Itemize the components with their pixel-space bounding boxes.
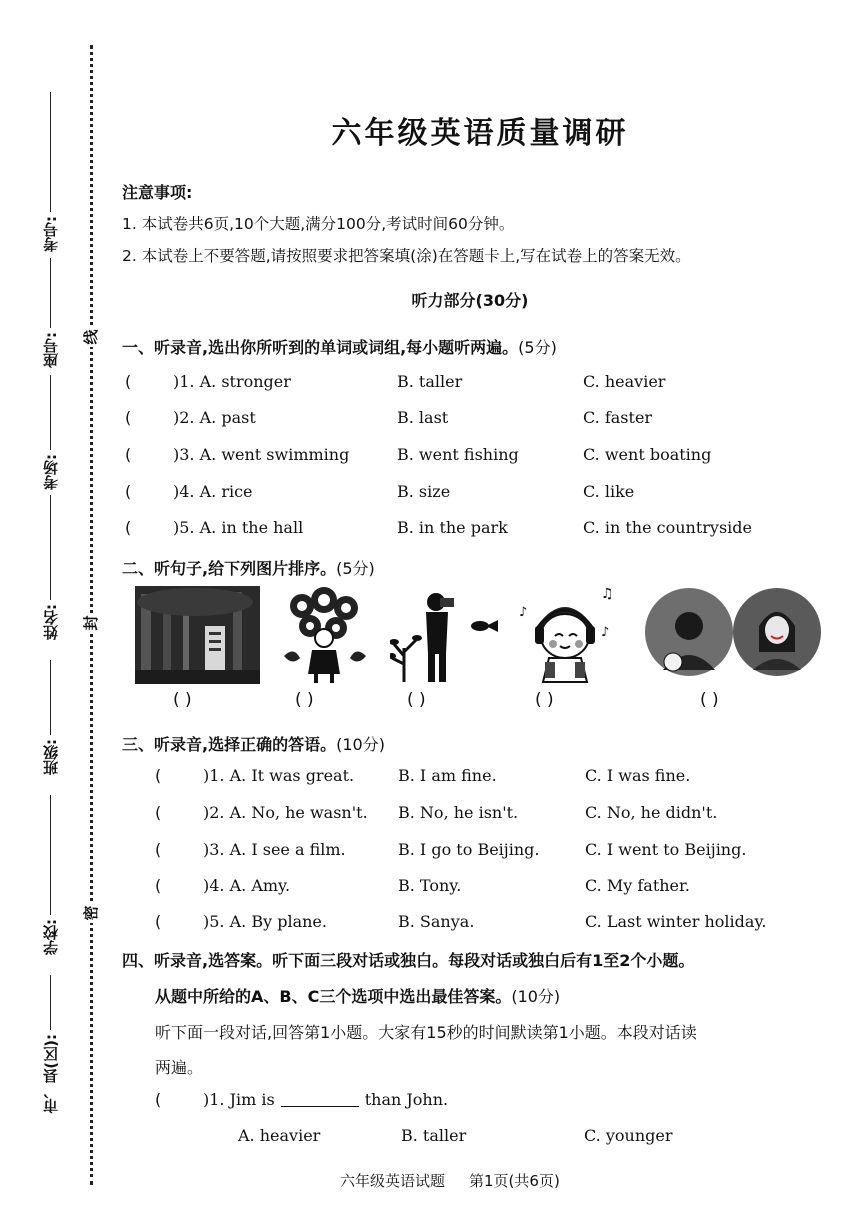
question-row: ( )5. A. By plane. B. Sanya. C. Last winter holiday.	[155, 912, 767, 931]
question-row: ( )4. A. Amy. B. Tony. C. My father.	[155, 876, 690, 895]
picture-row	[135, 586, 825, 716]
field-exam-number: 考号:	[40, 92, 60, 252]
question-row: ( )2. A. past B. last C. faster	[125, 408, 653, 427]
answer-parens: ( )	[295, 690, 314, 710]
notes-heading: 注意事项:	[122, 183, 193, 202]
answer-parens: ( )	[700, 690, 719, 710]
page-title: 六年级英语质量调研	[331, 116, 629, 151]
svg-text:♪: ♪	[519, 605, 528, 620]
question-row: ( )1. Jim is than John.	[155, 1090, 449, 1109]
field-class: 班级:	[40, 660, 60, 775]
note-item: 2. 本试卷上不要答题,请按照要求把答案填(涂)在答题卡上,写在试卷上的答案无效。	[122, 247, 691, 265]
field-name: 姓名:	[40, 495, 60, 640]
footer-subject: 六年级英语试题	[340, 1172, 446, 1190]
question-row: ( )4. A. rice B. size C. like	[125, 482, 635, 501]
question-row: ( )1. A. It was great. B. I am fine. C. I was fine.	[155, 766, 691, 785]
options-row: A. heavier B. taller C. younger	[238, 1126, 673, 1145]
question-row: ( )5. A. in the hall B. in the park C. in the countryside	[125, 518, 752, 537]
section4-heading-line2: 从题中所给的A、B、C三个选项中选出最佳答案。(10分)	[155, 987, 561, 1006]
answer-blank	[281, 1106, 359, 1107]
page-footer	[340, 1170, 584, 1191]
question-row: ( )3. A. I see a film. B. I go to Beijing. C. I went to Beijing.	[155, 840, 747, 859]
question-stem: )1. Jim is than John.	[203, 1090, 449, 1109]
answer-parens: ( )	[173, 690, 192, 710]
svg-text:♫: ♫	[601, 586, 614, 602]
note-item: 1. 本试卷共6页,10个大题,满分100分,考试时间60分钟。	[122, 215, 515, 233]
section4-heading: 四、听录音,选答案。听下面三段对话或独白。每段对话或独白后有1至2个小题。	[122, 951, 695, 970]
answer-parens: ( )	[535, 690, 554, 710]
question-row: ( )3. A. went swimming B. went fishing C. went boating	[125, 445, 712, 464]
seal-word-mi: 密	[80, 903, 102, 923]
section1-heading: 一、听录音,选出你所听到的单词或词组,每小题听两遍。(5分)	[122, 338, 557, 357]
seal-word-feng: 封	[80, 613, 102, 633]
man-taking-photo-icon	[390, 586, 500, 684]
section3-heading: 三、听录音,选择正确的答语。(10分)	[122, 735, 385, 754]
field-exam-room: 考场:	[40, 375, 60, 490]
svg-text:♪: ♪	[601, 625, 610, 640]
question-row: ( )2. A. No, he wasn't. B. No, he isn't. C. No, he didn't.	[155, 803, 718, 822]
field-seat-number: 座号:	[40, 258, 60, 368]
section4-instruction-cont: 两遍。	[155, 1058, 204, 1077]
footer-page-number: 第1页(共6页)	[469, 1172, 560, 1190]
girl-with-flowers-icon	[280, 586, 370, 684]
field-school: 学校:	[40, 795, 60, 955]
binding-margin	[0, 0, 115, 1217]
section4-instruction: 听下面一段对话,回答第1小题。大家有15秒的时间默读第1小题。本段对话读	[155, 1023, 697, 1042]
answer-parens: ( )	[407, 690, 426, 710]
listening-part-heading: 听力部分(30分)	[411, 291, 529, 310]
forest-sign-photo-icon	[135, 586, 260, 684]
field-city-county: 市、县(区):	[40, 975, 60, 1114]
question-row: ( )1. A. stronger B. taller C. heavier	[125, 372, 666, 391]
girl-listening-music-icon	[515, 586, 615, 684]
seal-word-xian: 线	[80, 327, 102, 347]
two-portraits-icon	[643, 586, 825, 684]
section2-heading: 二、听句子,给下列图片排序。(5分)	[122, 559, 375, 578]
